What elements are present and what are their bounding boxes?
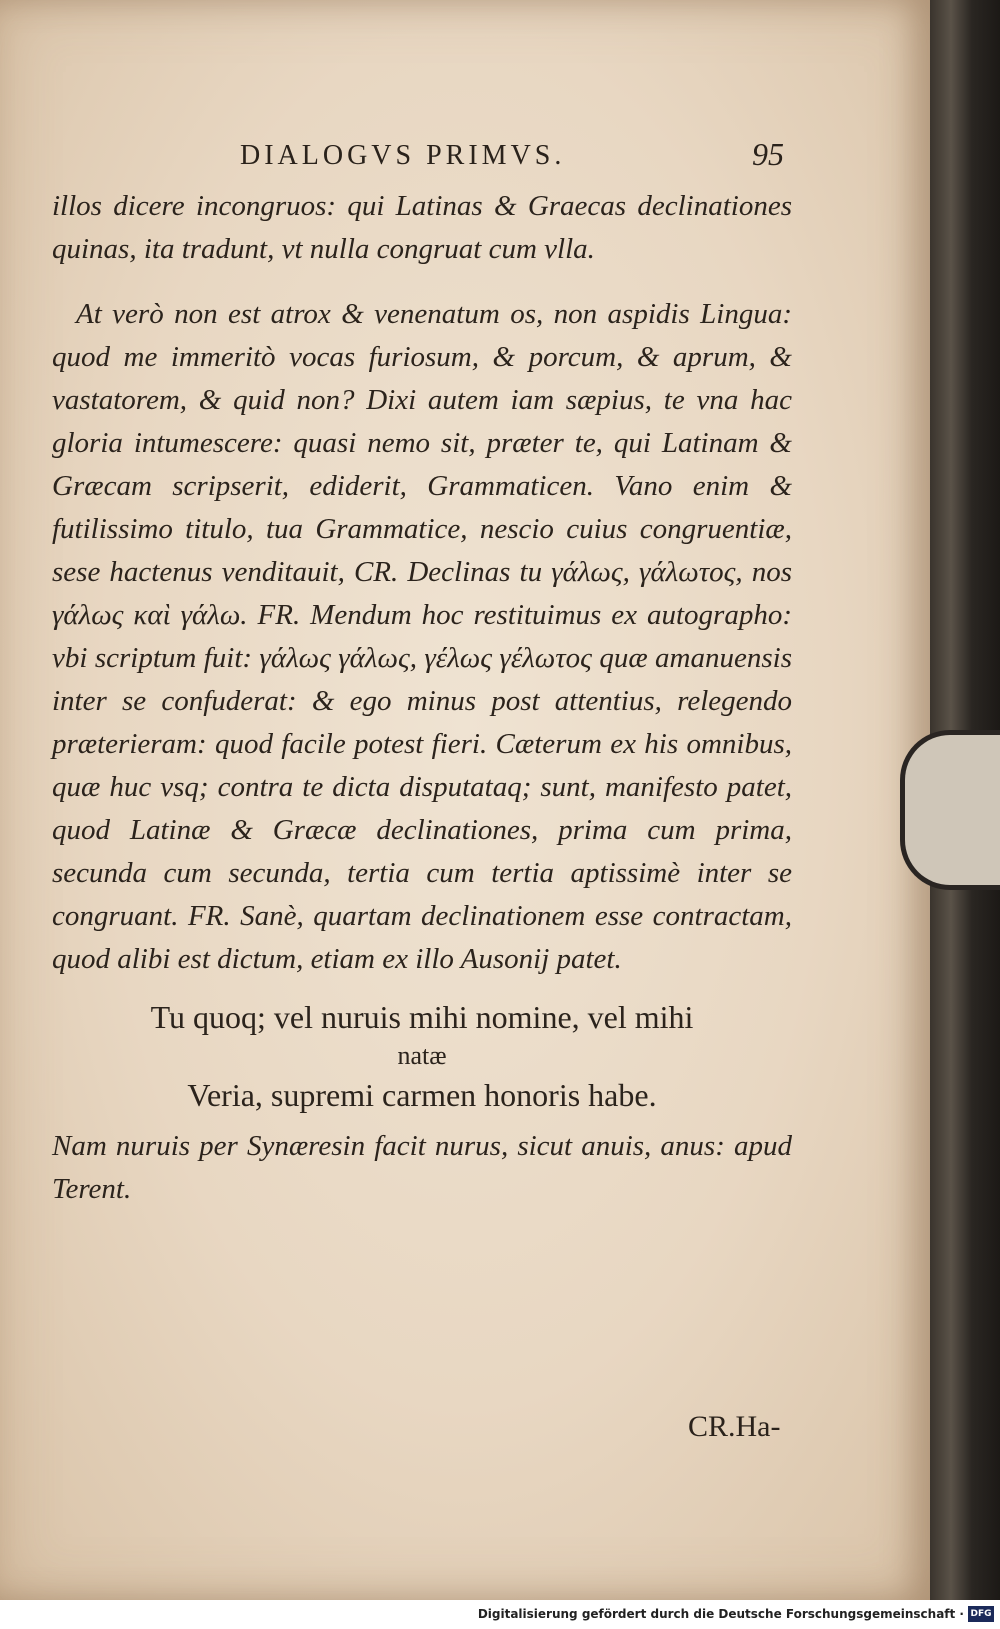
running-head: DIALOGVS PRIMVS.	[240, 140, 566, 171]
digitization-footer	[0, 1600, 1000, 1629]
page-header	[0, 136, 930, 180]
verse-line-2: Veria, supremi carmen honoris habe.	[187, 1077, 657, 1113]
page-clip	[900, 730, 1000, 890]
page-body	[52, 185, 792, 1211]
paragraph-2: At verò non est atrox & venenatum os, non aspidis Lingua: quod me immeritò vocas furiosum, & porcum, & aprum, & vastatorem, & quid non? Dixi autem iam sæpius, te vna hac gloria intumescere: quasi nemo sit, præter te, qui Latinam & Græcam scripserit, ediderit, Grammaticen. Vano enim & futilissimo titulo, tua Grammatice, nescio cuius congruentiæ, sese hactenus venditauit, CR. Declinas tu γάλως, γάλωτος, nos γάλως καὶ γάλω. FR. Mendum hoc restituimus ex autographo: vbi scriptum fuit: γάλως γάλως, γέλως γέλωτος quæ amanuensis inter se confuderat: & ego minus post attentius, relegendo præterieram: quod facile potest fieri. Cæterum ex his omnibus, quæ huc vsq; contra te dicta disputataq; sunt, manifesto patet, quod Latinæ & Græcæ declinationes, prima cum prima, secunda cum secunda, tertia cum tertia aptissimè inter se congruant. FR. Sanè, quartam declinationem esse contractam, quod alibi est dictum, etiam ex illo Ausonij patet.	[52, 298, 792, 975]
dfg-logo-icon: DFG	[968, 1606, 994, 1622]
closing-paragraph: Nam nuruis per Synæresin facit nurus, sicut anuis, anus: apud Terent.	[52, 1130, 792, 1205]
verse-quote	[52, 995, 792, 1117]
verse-line-1-continuation: natæ	[397, 1041, 447, 1070]
page-number: 95	[752, 136, 784, 172]
catchword: CR.Ha-	[688, 1410, 781, 1443]
paragraph-1: illos dicere incongruos: qui Latinas & Graecas declinationes quinas, ita tradunt, vt nulla congruat cum vlla.	[52, 190, 792, 265]
verse-line-1: Tu quoq; vel nuruis mihi nomine, vel mihi	[150, 999, 694, 1035]
funding-credit: Digitalisierung gefördert durch die Deutsche Forschungsgemeinschaft ·	[477, 1607, 964, 1621]
